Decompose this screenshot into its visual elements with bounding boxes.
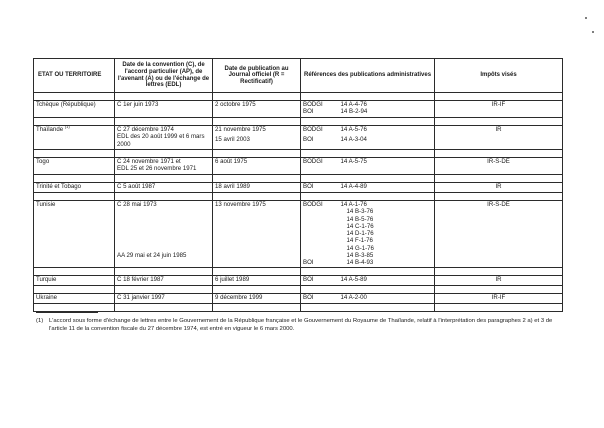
table-row: [34, 293, 563, 303]
ref-number-cell: 14 A-5-75: [339, 158, 435, 175]
ref-code-cell: BODGI BOI: [301, 126, 339, 150]
taxes-cell: IR: [435, 275, 563, 285]
ref-code-cell: BOI: [301, 275, 339, 285]
footnote-separator: [36, 312, 98, 313]
table-row: [34, 158, 563, 175]
footnote: [36, 318, 566, 333]
ref-number-cell: 14 A-4-76 14 B-2-94: [339, 101, 435, 118]
header-references: Références des publications administratives: [301, 59, 435, 93]
publication-cell: 2 octobre 1975: [213, 101, 301, 118]
convention-cell: C 27 décembre 1974 EDL des 20 août 1999 et 6 mars 2000: [115, 126, 213, 150]
taxes-cell: IR: [435, 183, 563, 193]
header-convention-date: Date de la convention (C), de l'accord particulier (AP), de l'avenant (A) ou de l'échange de lettres (EDL): [115, 59, 213, 93]
ref-code-cell: BOI: [301, 293, 339, 303]
publication-cell: 6 juillet 1989: [213, 275, 301, 285]
ref-number-cell: 14 A-4-89: [339, 183, 435, 193]
country-cell: Togo: [34, 158, 115, 175]
ref-number-cell: 14 A-2-00: [339, 293, 435, 303]
publication-cell: 18 avril 1989: [213, 183, 301, 193]
scan-speck: [592, 31, 594, 33]
header-country: ETAT OU TERRITOIRE: [34, 59, 115, 93]
convention-cell: C 31 janvier 1997: [115, 293, 213, 303]
publication-cell: 21 novembre 1975 15 avril 2003: [213, 126, 301, 150]
publication-cell: 13 novembre 1975: [213, 201, 301, 268]
table-row: [34, 183, 563, 193]
country-cell: Thaïlande $^{(1)}$: [34, 126, 115, 150]
country-cell: Turquie: [34, 275, 115, 285]
convention-cell: C 28 mai 1973 AA 29 mai et 24 juin 1985: [115, 201, 213, 268]
footnote-mark: (1): [36, 318, 44, 324]
ref-number-cell: 14 A-5-76 14 A-3-04: [339, 126, 435, 150]
ref-code-cell: BOI: [301, 183, 339, 193]
footnote-text: L'accord sous forme d'échange de lettres entre le Gouvernement de la République française et le Gouvernement du Royaume de Thaïlande, relatif à l'interprétation des paragraphes 2 a) et 3 de l'article 11 de la convention fiscale du 27 décembre 1974, est entré en vigueur le 6 mars 2000.: [49, 318, 553, 332]
publication-cell: 6 août 1975: [213, 158, 301, 175]
country-cell: Ukraine: [34, 293, 115, 303]
header-publication-date: Date de publication au Journal officiel (R = Rectificatif): [213, 59, 301, 93]
taxes-cell: IR-IF: [435, 101, 563, 118]
ref-number-cell: 14 A-1-76 14 B-3-76 14 B-5-76 14 C-1-76 14 D-1-76 14 F-1-76 14 G-1-76 14 B-3-85 14 B-4-93: [339, 201, 435, 268]
taxes-cell: IR-S-DE: [435, 158, 563, 175]
table-header-row: [34, 59, 563, 93]
convention-cell: C 18 février 1987: [115, 275, 213, 285]
ref-number-cell: 14 A-5-89: [339, 275, 435, 285]
conventions-table: [33, 58, 563, 312]
ref-code-cell: BODGI BOI: [301, 101, 339, 118]
convention-cell: C 5 août 1987: [115, 183, 213, 193]
publication-cell: 9 décembre 1999: [213, 293, 301, 303]
taxes-cell: IR-IF: [435, 293, 563, 303]
table-row: [34, 275, 563, 285]
taxes-cell: IR: [435, 126, 563, 150]
country-cell: Tchèque (République): [34, 101, 115, 118]
ref-code-cell: BODGI BOI: [301, 201, 339, 268]
footnote-ref: (1): [64, 123, 70, 129]
ref-code-cell: BODGI: [301, 158, 339, 175]
header-taxes: Impôts visés: [435, 59, 563, 93]
taxes-cell: IR-S-DE: [435, 201, 563, 268]
country-cell: Trinité et Tobago: [34, 183, 115, 193]
convention-cell: C 1er juin 1973: [115, 101, 213, 118]
table-row: [34, 101, 563, 118]
scan-speck: [585, 17, 587, 19]
table-row: [34, 126, 563, 150]
convention-cell: C 24 novembre 1971 et EDL 25 et 26 novembre 1971: [115, 158, 213, 175]
country-cell: Tunisie: [34, 201, 115, 268]
table-row: [34, 201, 563, 268]
